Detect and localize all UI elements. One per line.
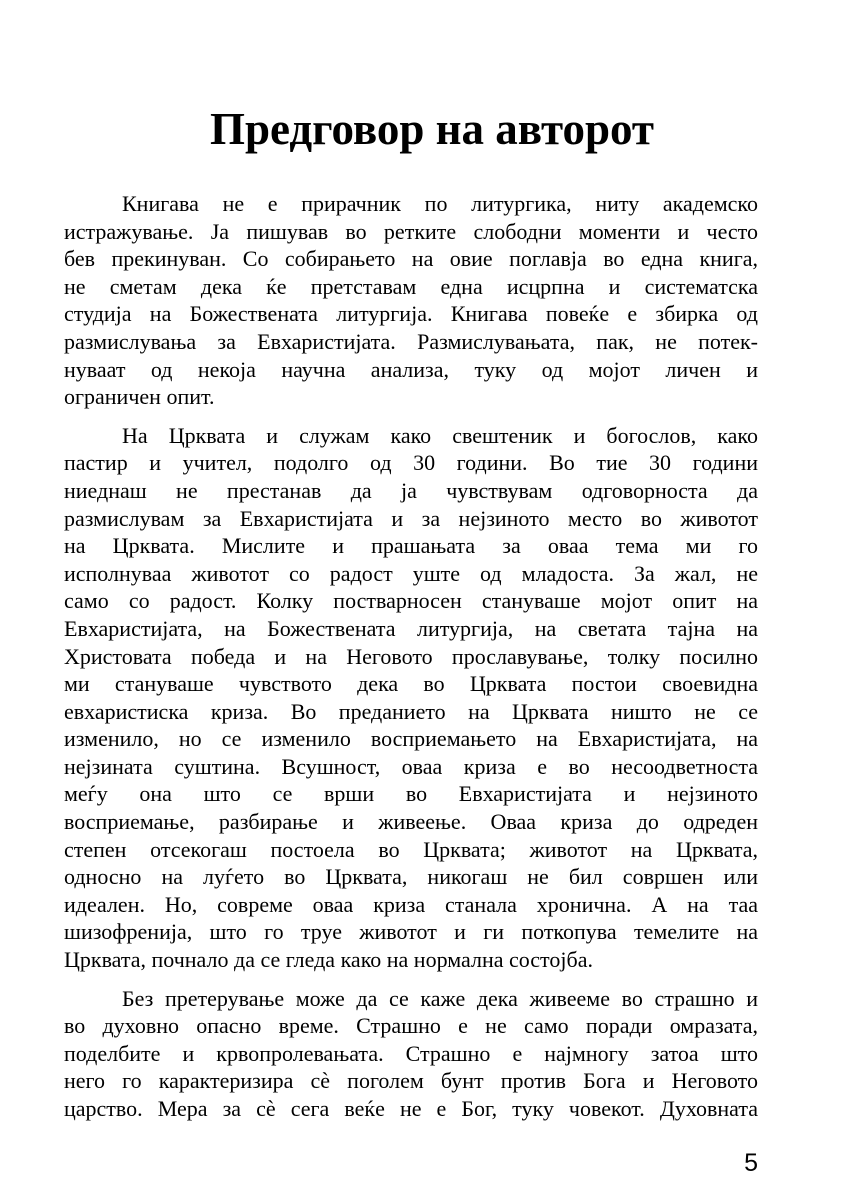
text-line: На Црквата и служам како свештеник и богослов, како xyxy=(122,422,758,448)
text-line: студија на Божествената литургија. Книгава повеќе е збирка од xyxy=(64,301,758,327)
text-line: односно на луѓето во Црквата, никогаш не бил совршен или xyxy=(64,864,758,890)
text-line: идеален. Но, совреме оваа криза станала хронична. А на таа xyxy=(64,891,758,917)
text-line: евхаристиска криза. Во преданието на Црквата ништо не се xyxy=(64,698,758,724)
text-line: Книгава не е прирачник по литургика, ниту академско xyxy=(122,191,758,216)
text-line: Христовата победа и на Неговото прославување, толку посилно xyxy=(64,643,758,669)
text-line: царство. Мера за сѐ сега веќе не е Бог, туку човекот. Духовната xyxy=(64,1096,758,1121)
text-line: изменило, но се изменило восприемањето на Евхаристијата, на xyxy=(64,726,758,752)
paragraph xyxy=(64,190,758,411)
text-line: меѓу она што се врши во Евхаристијата и нејзиното xyxy=(64,781,758,807)
text-line: на Црквата. Мислите и прашањата за оваа тема ми го xyxy=(64,533,758,559)
text-line: нуваат од некоја научна анализа, туку од мојот личен и xyxy=(64,356,758,382)
paragraph xyxy=(64,985,758,1123)
text-line: само со радост. Колку постварносен стануваше мојот опит на xyxy=(64,588,758,614)
text-line: не сметам дека ќе претставам една исцрпна и систематска xyxy=(64,273,758,299)
text-line: поделбите и крвопролевањата. Страшно е најмногу затоа што xyxy=(64,1040,758,1066)
page-title: Предговор на авторот xyxy=(209,104,655,154)
text-line: восприемање, разбирање и живеење. Оваа криза до одреден xyxy=(64,809,758,835)
body-text xyxy=(64,190,758,1134)
text-line: Црквата, почнало да се гледа како на нормална состојба. xyxy=(64,947,593,973)
text-line: степен отсекогаш постоела во Црквата; животот на Црквата, xyxy=(64,836,758,862)
text-line: истражување. Ја пишував во ретките слободни моменти и често xyxy=(64,218,758,244)
text-line: шизофренија, што го труе животот и ги поткопува темелите на xyxy=(64,919,758,945)
text-line: нејзината суштина. Всушност, оваа криза е во несоодветноста xyxy=(64,753,758,779)
text-line: размислувања за Евхаристијата. Размислувањата, пак, не потек- xyxy=(64,328,758,354)
text-line: ми стануваше чувството дека во Црквата постои своевидна xyxy=(64,671,758,697)
text-line: ниеднаш не престанав да ја чувствувам одговорноста да xyxy=(64,477,758,503)
page-number: 5 xyxy=(744,1149,758,1177)
text-line: размислувам за Евхаристијата и за нејзиното место во животот xyxy=(64,505,758,531)
text-line: Без претерување може да се каже дека живееме во страшно и xyxy=(122,985,758,1011)
paragraph xyxy=(64,422,758,974)
text-line: ограничен опит. xyxy=(64,384,215,410)
text-line: него го карактеризира сѐ поголем бунт против Бога и Неговото xyxy=(64,1068,758,1094)
text-line: Евхаристијата, на Божествената литургија, на светата тајна на xyxy=(64,615,758,641)
text-line: исполнуваа животот со радост уште од младоста. За жал, не xyxy=(64,560,758,586)
text-line: пастир и учител, подолго од 30 години. Во тие 30 години xyxy=(64,450,758,476)
text-line: во духовно опасно време. Страшно е не само поради омразата, xyxy=(64,1013,758,1039)
text-line: бев прекинуван. Со собирањето на овие поглавја во една книга, xyxy=(64,246,758,272)
